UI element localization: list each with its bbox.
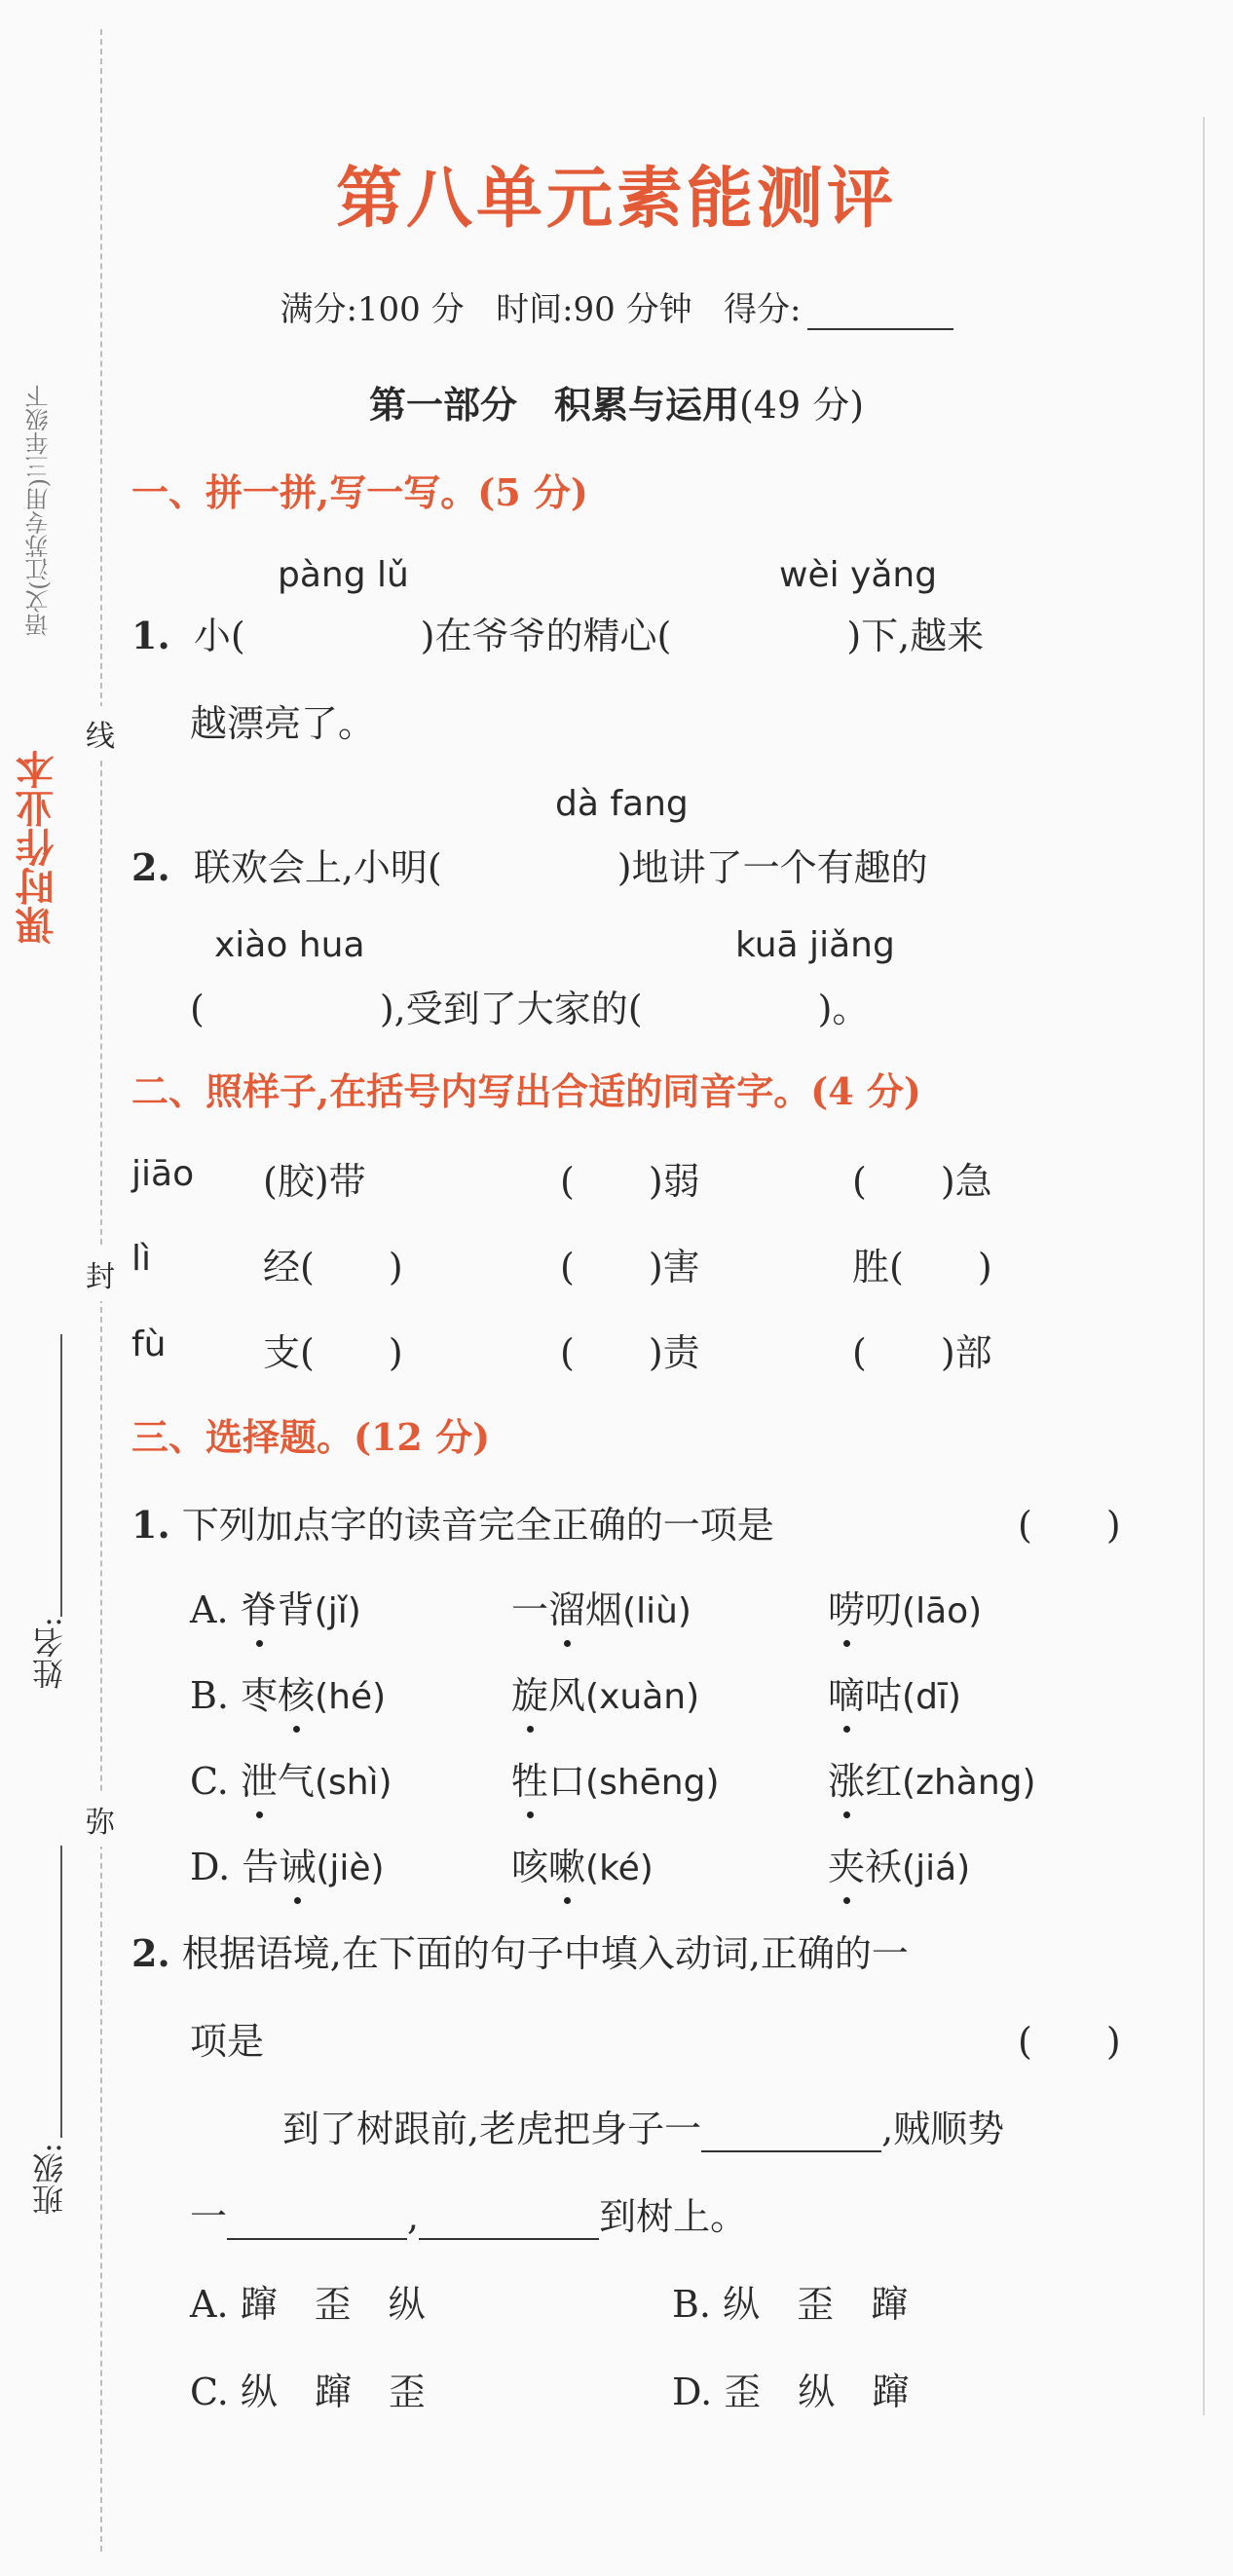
- binding-char-mi: 弥: [86, 1792, 115, 1847]
- option-c-word2: 牲口(shēng): [511, 1751, 720, 1805]
- q2-option-d[interactable]: D. 歪 纵 蹿: [672, 2371, 910, 2413]
- fill-blank[interactable]: [419, 2205, 599, 2240]
- time-limit: 时间:90 分钟: [496, 290, 692, 329]
- option-b[interactable]: B. 枣核(hé): [190, 1665, 386, 1719]
- pinyin-panglu: pàng lǔ: [278, 555, 409, 595]
- option-d[interactable]: D. 告诫(jiè): [190, 1837, 385, 1890]
- homophone-cell: 支( ): [263, 1331, 403, 1374]
- section3-title: 三、选择题。(12 分): [131, 1415, 491, 1459]
- option-d-word2: 咳嗽(ké): [511, 1837, 654, 1890]
- option-d-word3: 夹袄(jiá): [828, 1837, 970, 1890]
- option-a-word3: 唠叨(lāo): [828, 1580, 982, 1633]
- q2-option-a[interactable]: A. 蹿 歪 纵: [190, 2283, 426, 2326]
- homophone-cell: ( )部: [852, 1331, 992, 1374]
- full-score: 满分:100 分: [280, 290, 465, 329]
- option-c[interactable]: C. 泄气(shì): [190, 1751, 392, 1805]
- q2-option-b[interactable]: B. 纵 歪 蹿: [672, 2283, 909, 2326]
- s3-q2-stem: 2. 根据语境,在下面的句子中填入动词,正确的一: [131, 1931, 909, 1975]
- name-label: 姓名:: [31, 1617, 68, 1690]
- homophone-cell: ( )急: [852, 1160, 992, 1203]
- binding-char-seal: 封: [86, 1247, 115, 1301]
- s1-q1-line1: 1. 小( )在爷爷的精心( )下,越来: [131, 614, 985, 657]
- pinyin-kuajiang: kuā jiǎng: [735, 925, 895, 965]
- fill-blank[interactable]: [227, 2205, 407, 2240]
- s3-q2-sentence-line2: 一 , 到树上。: [190, 2195, 748, 2238]
- page-title: 第八单元素能测评: [335, 160, 897, 238]
- homophone-cell: 胜( ): [852, 1246, 992, 1288]
- s3-q1-stem: 1. 下列加点字的读音完全正确的一项是: [131, 1503, 774, 1547]
- homophone-cell: (胶)带: [263, 1160, 366, 1203]
- brand-logo: 课时作业本: [16, 750, 60, 945]
- answer-paren[interactable]: ( ): [1018, 1504, 1121, 1547]
- s3-q2-sentence-line1: 到了树跟前,老虎把身子一 ,贼顺势: [282, 2108, 1005, 2150]
- class-label: 班级:: [31, 2143, 68, 2216]
- right-margin-line: [1203, 117, 1205, 2415]
- s1-q1-line2: 越漂亮了。: [190, 702, 376, 745]
- name-blank[interactable]: [60, 1334, 62, 1617]
- q2-option-c[interactable]: C. 纵 蹿 歪: [190, 2371, 426, 2413]
- option-a-word2: 一溜烟(liù): [511, 1580, 691, 1633]
- homophone-py-2: lì: [131, 1239, 152, 1279]
- score-blank[interactable]: [807, 299, 953, 330]
- homophone-cell: ( )害: [560, 1246, 700, 1288]
- section1-title: 一、拼一拼,写一写。(5 分): [131, 470, 588, 514]
- option-b-word2: 旋风(xuàn): [511, 1665, 699, 1719]
- homophone-cell: ( )责: [560, 1331, 700, 1374]
- s1-q2-line1: 2. 联欢会上,小明( )地讲了一个有趣的: [131, 845, 928, 889]
- s3-q2-stem-line2: 项是: [190, 2020, 265, 2063]
- homophone-py-1: jiāo: [131, 1154, 195, 1194]
- fill-blank[interactable]: [701, 2117, 881, 2152]
- binding-char-line: 线: [86, 706, 115, 761]
- class-blank[interactable]: [60, 1846, 62, 2138]
- option-a[interactable]: A. 脊背(jǐ): [190, 1580, 361, 1633]
- homophone-cell: ( )弱: [560, 1160, 700, 1203]
- pinyin-dafang: dà fang: [555, 784, 689, 824]
- s1-q2-line2: ( ),受到了大家的( )。: [190, 988, 870, 1030]
- pinyin-xiaohua: xiào hua: [214, 925, 365, 965]
- answer-paren[interactable]: ( ): [1018, 2020, 1121, 2063]
- pinyin-weiyang: wèi yǎng: [779, 555, 938, 595]
- section2-title: 二、照样子,在括号内写出合适的同音字。(4 分): [131, 1069, 921, 1113]
- option-c-word3: 涨红(zhàng): [828, 1751, 1036, 1805]
- option-b-word3: 嘀咕(dī): [828, 1665, 961, 1719]
- subject-label: 语文(江苏专用)三年级下: [25, 385, 53, 637]
- homophone-cell: 经( ): [263, 1246, 403, 1288]
- score-label: 得分:: [724, 290, 802, 329]
- homophone-py-3: fù: [131, 1325, 167, 1364]
- part-title: 第一部分 积累与运用(49 分): [368, 383, 865, 427]
- score-info: [0, 282, 1233, 330]
